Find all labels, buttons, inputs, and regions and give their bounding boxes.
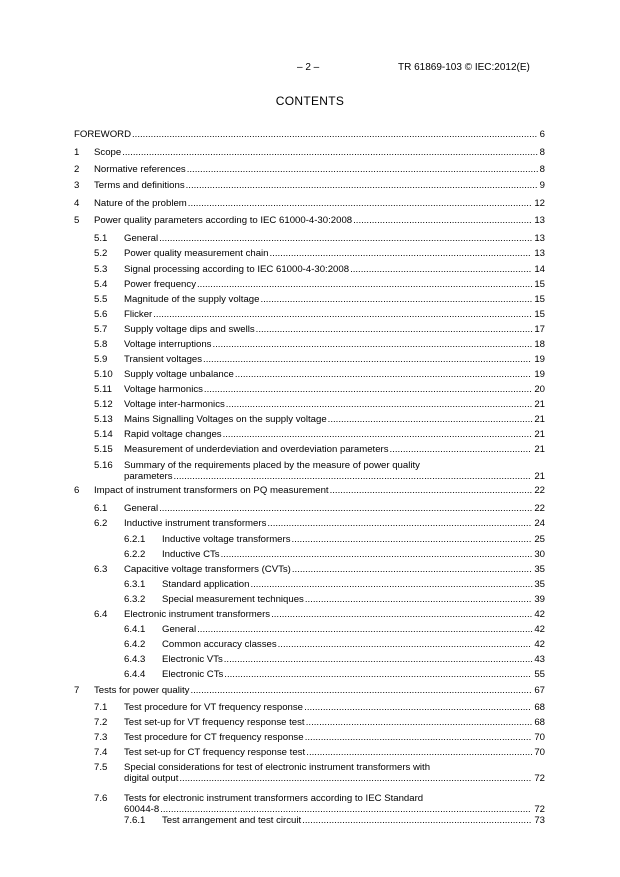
toc-entry-title: Special considerations for test of electronic instrument transformers with (124, 762, 431, 773)
toc-entry-page: 55 (534, 669, 545, 680)
standard-reference: TR 61869-103 © IEC:2012(E) (398, 62, 530, 73)
toc-entry-page: 18 (534, 339, 545, 350)
toc-entry-title: Transient voltages (124, 354, 203, 365)
toc-leader-dots: .......................................................................................... (291, 565, 532, 575)
toc-entry-number: 7 (74, 685, 80, 696)
toc-entry-page: 19 (534, 354, 545, 365)
toc-entry-title: Test arrangement and test circuit (162, 815, 302, 826)
toc-entry[interactable] (74, 519, 545, 530)
toc-entry[interactable] (74, 265, 545, 276)
toc-entry-title: General (124, 233, 159, 244)
toc-leader-dots: ........................................................................................................................................................ (132, 130, 538, 140)
toc-entry-number: 6.2.2 (124, 549, 146, 560)
toc-entry-title: Inductive voltage transformers (162, 534, 291, 545)
toc-leader-dots: ............................................................................ (329, 486, 533, 496)
toc-entry-page: 35 (534, 564, 545, 575)
toc-entry-title: Supply voltage unbalance (124, 369, 234, 380)
toc-entry-title: Standard application (162, 579, 250, 590)
toc-entry[interactable] (74, 340, 545, 351)
toc-entry-page: 12 (534, 198, 545, 209)
toc-entry-number: 5.11 (94, 384, 112, 395)
toc-entry-page: 70 (534, 747, 545, 758)
toc-leader-dots: .................................................................................................................................... (179, 774, 532, 784)
toc-entry-title: Test set-up for VT frequency response test (124, 717, 305, 728)
toc-entry[interactable] (74, 310, 545, 321)
toc-entry-title: Electronic VTs (162, 654, 223, 665)
toc-entry-number: 5.12 (94, 399, 113, 410)
toc-entry-title: FOREWORD (74, 129, 132, 140)
toc-entry-number: 5.7 (94, 324, 108, 335)
toc-entry-title: Common accuracy classes (162, 639, 277, 650)
toc-entry-title: Mains Signalling Voltages on the supply voltage (124, 414, 327, 425)
toc-leader-dots: .................................................................................................................... (223, 655, 533, 665)
toc-entry-number: 7.4 (94, 747, 108, 758)
toc-entry[interactable] (74, 794, 545, 816)
toc-entry-number: 6.3.1 (124, 579, 146, 590)
toc-leader-dots: ..................................................................................................................... (220, 550, 533, 560)
page-number: – 2 – (297, 62, 320, 73)
toc-entry-title: Test procedure for VT frequency response (124, 702, 304, 713)
toc-leader-dots: ............................................................................................... (277, 640, 531, 650)
toc-entry[interactable] (74, 686, 545, 697)
toc-entry-title: Scope (94, 147, 122, 158)
toc-entry[interactable] (74, 816, 545, 827)
toc-leader-dots: ................................................................................................................................ (190, 686, 532, 696)
toc-entry[interactable] (74, 550, 545, 561)
toc-entry[interactable] (74, 535, 545, 546)
toc-entry[interactable] (74, 504, 545, 515)
toc-entry-number: 7.2 (94, 717, 108, 728)
toc-entry-page: 30 (534, 549, 545, 560)
toc-entry-number: 5.1 (94, 233, 108, 244)
toc-leader-dots: ..................................................................................... (304, 595, 532, 605)
toc-entry-title: Terms and definitions (94, 180, 185, 191)
toc-entry-page: 21 (534, 399, 545, 410)
toc-leader-dots: ............................................................................................................................................ (159, 234, 533, 244)
toc-entry-number: 5.10 (94, 369, 113, 380)
toc-entry-page: 72 (534, 773, 545, 784)
toc-entry[interactable] (74, 400, 545, 411)
toc-leader-dots: .................................................................................................................... (222, 430, 532, 440)
toc-entry-number: 6.4.4 (124, 669, 146, 680)
toc-entry-number: 3 (74, 180, 80, 191)
toc-leader-dots: ........................................................................................................................... (203, 355, 531, 365)
toc-entry-number: 5.2 (94, 248, 108, 259)
toc-leader-dots: ...................................................................................................... (260, 295, 533, 305)
toc-entry-title-continued: parameters (124, 471, 173, 482)
toc-entry-page: 42 (534, 639, 545, 650)
toc-entry[interactable] (74, 415, 545, 426)
toc-entry-number: 7.5 (94, 762, 108, 773)
toc-leader-dots: ..................................................................................... (304, 733, 532, 743)
toc-entry[interactable] (74, 445, 545, 456)
toc-entry-page: 15 (534, 309, 545, 320)
toc-leader-dots: ...................................................................................................................................... (173, 472, 531, 482)
toc-entry-number: 5.6 (94, 309, 108, 320)
toc-entry-number: 6.3 (94, 564, 108, 575)
toc-entry[interactable] (74, 130, 545, 141)
toc-entry-title: Electronic CTs (162, 669, 224, 680)
toc-leader-dots: .......................................................................................... (291, 535, 532, 545)
toc-entry[interactable] (74, 280, 545, 291)
toc-entry[interactable] (74, 148, 545, 159)
toc-leader-dots: ................................................................................................................... (225, 400, 533, 410)
toc-entry-page: 42 (534, 624, 545, 635)
toc-leader-dots: .................................................................................................................................... (186, 165, 539, 175)
toc-entry-number: 6 (74, 485, 80, 496)
toc-entry-page: 68 (534, 702, 545, 713)
toc-leader-dots: ........................................................................................................................... (203, 385, 532, 395)
toc-leader-dots: ............................................................................................................................................ (159, 504, 533, 514)
toc-entry-number: 4 (74, 198, 80, 209)
toc-entry[interactable] (74, 370, 545, 381)
toc-entry[interactable] (74, 295, 545, 306)
toc-entry[interactable] (74, 640, 545, 651)
toc-entry-number: 7.6 (94, 793, 108, 804)
toc-entry-page: 9 (539, 180, 545, 191)
toc-leader-dots: ............................................................................. (327, 415, 533, 425)
toc-entry-number: 5.9 (94, 354, 108, 365)
toc-entry-title: Flicker (124, 309, 153, 320)
toc-entry[interactable] (74, 165, 545, 176)
toc-leader-dots: .............................................................................................................................................. (153, 310, 532, 320)
toc-leader-dots: .......................................................................................................... (250, 580, 534, 590)
toc-entry-title: Voltage interruptions (124, 339, 212, 350)
toc-entry-number: 7.6.1 (124, 815, 146, 826)
toc-entry[interactable] (74, 655, 545, 666)
toc-leader-dots: ........................................................................................................................................... (160, 805, 531, 815)
toc-entry[interactable] (74, 249, 545, 260)
toc-entry-page: 68 (534, 717, 545, 728)
toc-entry-page: 72 (534, 804, 545, 815)
toc-entry-page: 15 (534, 279, 545, 290)
toc-entry-title: Tests for electronic instrument transformers according to IEC Standard (124, 793, 424, 804)
toc-leader-dots: ................................................................... (353, 216, 532, 226)
toc-entry-number: 5.16 (94, 460, 113, 471)
toc-entry-title: General (124, 503, 159, 514)
toc-entry-number: 5.3 (94, 264, 108, 275)
toc-entry[interactable] (74, 385, 545, 396)
toc-leader-dots: ..................................................... (389, 445, 531, 455)
toc-entry[interactable] (74, 181, 545, 192)
toc-leader-dots: ..................................................................................... (304, 703, 531, 713)
toc-entry-title: Normative references (94, 164, 186, 175)
toc-entry-title: Inductive instrument transformers (124, 518, 267, 529)
toc-entry-number: 6.4.3 (124, 654, 146, 665)
toc-entry-page: 14 (534, 264, 545, 275)
toc-leader-dots: ........................................................................................................ (255, 325, 533, 335)
toc-entry-title: Special measurement techniques (162, 594, 304, 605)
toc-entry-page: 15 (534, 294, 545, 305)
toc-entry[interactable] (74, 763, 545, 785)
toc-entry[interactable] (74, 718, 545, 729)
toc-leader-dots: ........................................................................................................................ (212, 340, 533, 350)
toc-entry-title: Power frequency (124, 279, 196, 290)
toc-entry-title: Power quality measurement chain (124, 248, 269, 259)
toc-entry-title: Summary of the requirements placed by the measure of power quality (124, 460, 420, 471)
toc-leader-dots: ..................................................................................... (305, 718, 533, 728)
toc-entry-page: 43 (534, 654, 545, 665)
toc-entry-title: Voltage inter-harmonics (124, 399, 225, 410)
toc-entry-page: 20 (534, 384, 545, 395)
toc-entry[interactable] (74, 486, 545, 497)
toc-entry[interactable] (74, 355, 545, 366)
toc-entry-page: 13 (534, 215, 545, 226)
toc-entry-title: Supply voltage dips and swells (124, 324, 255, 335)
toc-entry[interactable] (74, 461, 545, 483)
toc-entry-number: 1 (74, 147, 80, 158)
toc-entry-title: Rapid voltage changes (124, 429, 222, 440)
toc-entry-title: Voltage harmonics (124, 384, 203, 395)
toc-entry-number: 5.14 (94, 429, 113, 440)
contents-title: CONTENTS (275, 94, 345, 108)
toc-entry-page: 25 (534, 534, 545, 545)
toc-leader-dots: ..................................................................................... (306, 748, 533, 758)
toc-leader-dots: .................................................................... (350, 265, 532, 275)
toc-entry-page: 13 (534, 248, 545, 259)
toc-entry-page: 39 (534, 594, 545, 605)
toc-leader-dots: ............................................................................................................... (234, 370, 531, 380)
toc-entry-page: 67 (534, 685, 545, 696)
toc-entry[interactable] (74, 580, 545, 591)
toc-leader-dots: ................................................................................................................... (224, 670, 531, 680)
toc-entry[interactable] (74, 748, 545, 759)
toc-entry-number: 7.3 (94, 732, 108, 743)
toc-entry[interactable] (74, 565, 545, 576)
toc-entry-number: 5.5 (94, 294, 108, 305)
toc-entry-page: 22 (534, 485, 545, 496)
toc-entry[interactable] (74, 733, 545, 744)
toc-entry-page: 19 (534, 369, 545, 380)
toc-entry-page: 6 (539, 129, 545, 140)
toc-entry-page: 8 (539, 147, 545, 158)
toc-leader-dots: .................................................................................................................................... (185, 181, 538, 191)
toc-entry-title: Impact of instrument transformers on PQ measurement (94, 485, 329, 496)
toc-leader-dots: .............................................................................................................................. (197, 625, 533, 635)
toc-leader-dots: ............................................................................................................................................................ (122, 148, 538, 158)
toc-entry-page: 73 (534, 815, 545, 826)
toc-entry[interactable] (74, 625, 545, 636)
toc-entry-page: 24 (534, 518, 545, 529)
toc-leader-dots: ................................................................................................................................. (187, 199, 532, 209)
toc-entry-title: Power quality parameters according to IEC 61000-4-30:2008 (94, 215, 353, 226)
toc-entry-page: 21 (534, 429, 545, 440)
toc-entry-number: 6.4 (94, 609, 108, 620)
toc-entry-number: 6.1 (94, 503, 108, 514)
toc-entry[interactable] (74, 430, 545, 441)
toc-entry[interactable] (74, 610, 545, 621)
toc-entry-title: Signal processing according to IEC 61000-4-30:2008 (124, 264, 350, 275)
toc-entry[interactable] (74, 703, 545, 714)
toc-leader-dots: .................................................................................................. (271, 610, 533, 620)
toc-entry-title: Capacitive voltage transformers (CVTs) (124, 564, 291, 575)
toc-entry-title-continued: digital output (124, 773, 179, 784)
toc-entry-page: 17 (534, 324, 545, 335)
toc-entry-number: 6.4.2 (124, 639, 146, 650)
toc-entry-page: 21 (534, 444, 545, 455)
toc-entry-number: 5 (74, 215, 80, 226)
toc-entry-number: 7.1 (94, 702, 108, 713)
toc-entry-page: 21 (534, 471, 545, 482)
toc-entry-title: Inductive CTs (162, 549, 220, 560)
toc-entry-page: 22 (534, 503, 545, 514)
toc-entry[interactable] (74, 670, 545, 681)
toc-entry-title: Electronic instrument transformers (124, 609, 271, 620)
toc-entry-title: General (162, 624, 197, 635)
toc-entry-title: Magnitude of the supply voltage (124, 294, 260, 305)
toc-entry-number: 6.2 (94, 518, 108, 529)
toc-entry[interactable] (74, 199, 545, 210)
toc-entry[interactable] (74, 234, 545, 245)
toc-entry-title: Test set-up for CT frequency response test (124, 747, 306, 758)
toc-entry-title-continued: 60044-8 (124, 804, 160, 815)
toc-entry-page: 42 (534, 609, 545, 620)
toc-entry[interactable] (74, 216, 545, 227)
toc-entry-page: 13 (534, 233, 545, 244)
toc-entry-title: Test procedure for CT frequency response (124, 732, 304, 743)
toc-leader-dots: .................................................................................................. (269, 249, 531, 259)
toc-leader-dots: .............................................................................................................................. (196, 280, 533, 290)
toc-entry-page: 35 (534, 579, 545, 590)
toc-entry-page: 8 (539, 164, 545, 175)
toc-entry-title: Tests for power quality (94, 685, 190, 696)
toc-entry[interactable] (74, 325, 545, 336)
toc-entry-number: 6.3.2 (124, 594, 146, 605)
toc-entry-number: 5.15 (94, 444, 113, 455)
toc-entry-title: Measurement of underdeviation and overdeviation parameters (124, 444, 389, 455)
toc-entry-number: 5.8 (94, 339, 108, 350)
toc-entry-number: 5.4 (94, 279, 108, 290)
toc-entry-number: 2 (74, 164, 80, 175)
toc-entry-page: 21 (534, 414, 545, 425)
toc-leader-dots: ................................................................................................... (267, 519, 532, 529)
toc-entry-number: 6.4.1 (124, 624, 146, 635)
toc-entry[interactable] (74, 595, 545, 606)
toc-leader-dots: ...................................................................................... (302, 816, 532, 826)
toc-entry-page: 70 (534, 732, 545, 743)
toc-entry-number: 6.2.1 (124, 534, 146, 545)
toc-entry-title: Nature of the problem (94, 198, 187, 209)
toc-entry-number: 5.13 (94, 414, 113, 425)
